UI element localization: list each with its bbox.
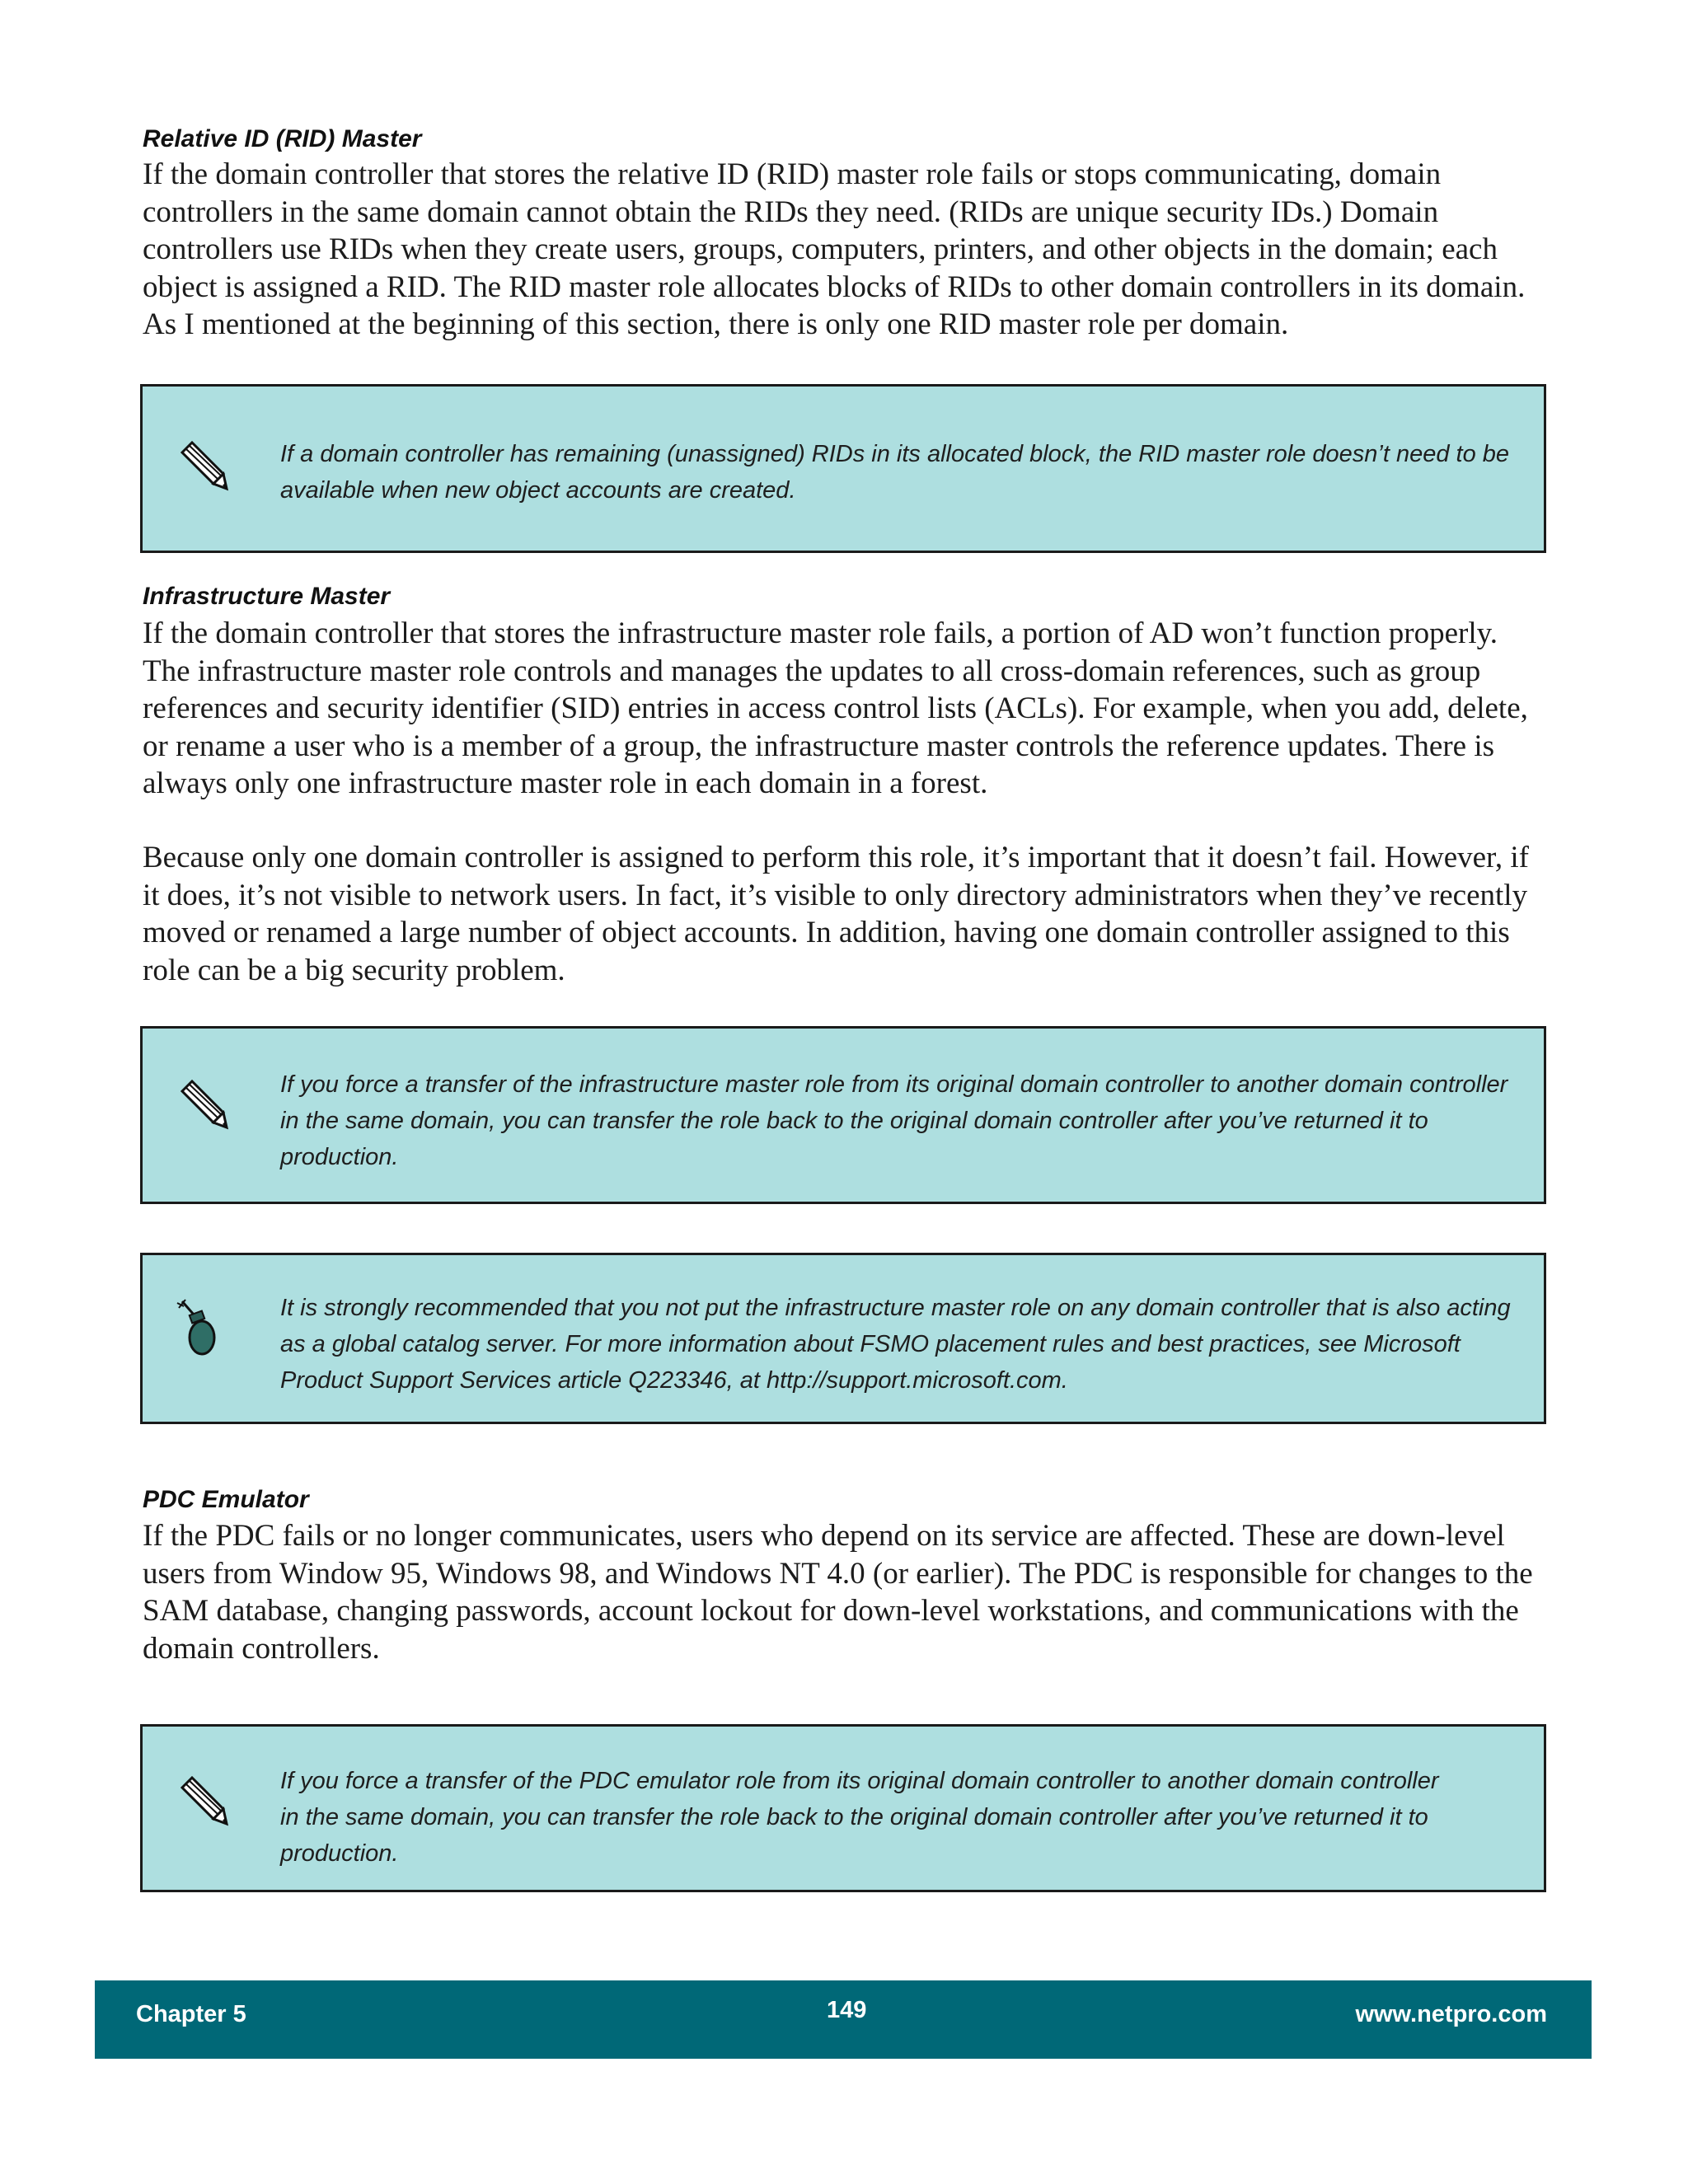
infrastructure-paragraph-2: Because only one domain controller is assigned to perform this role, it’s important that it doesn’t fail. However, if it does, it’s not visible to network users. In fact, it’s visible to only directory administrators when they’ve recently moved or renamed a large number of object accounts. In addition, having one domain controller assigned to this role can be a big security problem. [143, 841, 1529, 987]
infrastructure-paragraph-1: If the domain controller that stores the infrastructure master role fails, a portion of AD won’t function properly. The infrastructure master role controls and manages the updates to all cross-domain references, such as group references and security identifier (SID) entries in access control lists (ACLs). For example, when you add, delete, or rename a user who is a member of a group, the infrastructure master controls the reference updates. There is always only one infrastructure master role in each domain in a forest. [143, 616, 1528, 800]
section-heading-infrastructure-master: Infrastructure Master [143, 583, 391, 610]
pencil-icon [176, 439, 230, 494]
pencil-icon [176, 1078, 230, 1132]
pdc-emulator-paragraph: If the PDC fails or no longer communicates, users who depend on its service are affected. These are down-level users from Window 95, Windows 98, and Windows NT 4.0 (or earlier). The PDC is responsible for changes to the SAM database, changing passwords, account lockout for down-level workstations, and communications with the domain controllers. [143, 1519, 1533, 1666]
footer-url: www.netpro.com [1355, 2001, 1547, 2027]
caution-text-infrastructure: It is strongly recommended that you not put the infrastructure master role on any domain controller that is also acting as a global catalog server. For more information about FSMO placement rules and best practices, see Microsoft Product Support Services article Q223346, at http://support.microsoft.com. [280, 1295, 1511, 1394]
footer-page-number: 149 [827, 1997, 867, 2023]
section-heading-rid-master: Relative ID (RID) Master [143, 125, 422, 152]
note-text-pdc: If you force a transfer of the PDC emulator role from its original domain controller to another domain controller in the same domain, you can transfer the role back to the original domain controller after you’ve returned it to production. [280, 1768, 1439, 1867]
rid-master-paragraph: If the domain controller that stores the relative ID (RID) master role fails or stops communicating, domain controllers in the same domain cannot obtain the RIDs they need. (RIDs are unique security IDs.) Domain controllers use RIDs when they create users, groups, computers, printers, and other objects in the domain; each object is assigned a RID. The RID master role allocates blocks of RIDs to other domain controllers in its domain. As I mentioned at the beginning of this section, there is only one RID master role per domain. [143, 157, 1526, 341]
caution-box-infrastructure [140, 1253, 1546, 1424]
footer-chapter: Chapter 5 [136, 2001, 246, 2027]
note-box-infrastructure [140, 1026, 1546, 1204]
section-heading-pdc-emulator: PDC Emulator [143, 1486, 309, 1513]
pencil-icon [176, 1774, 230, 1829]
note-box-rid [140, 384, 1546, 553]
note-text-infrastructure: If you force a transfer of the infrastructure master role from its original domain controller to another domain controller in the same domain, you can transfer the role back to the original domain controller after you’ve returned it to production. [280, 1071, 1508, 1170]
bomb-icon [176, 1296, 225, 1357]
page-footer [95, 1980, 1592, 2059]
note-text-rid: If a domain controller has remaining (unassigned) RIDs in its allocated block, the RID master role doesn’t need to be available when new object accounts are created. [280, 441, 1510, 504]
note-box-pdc [140, 1724, 1546, 1892]
